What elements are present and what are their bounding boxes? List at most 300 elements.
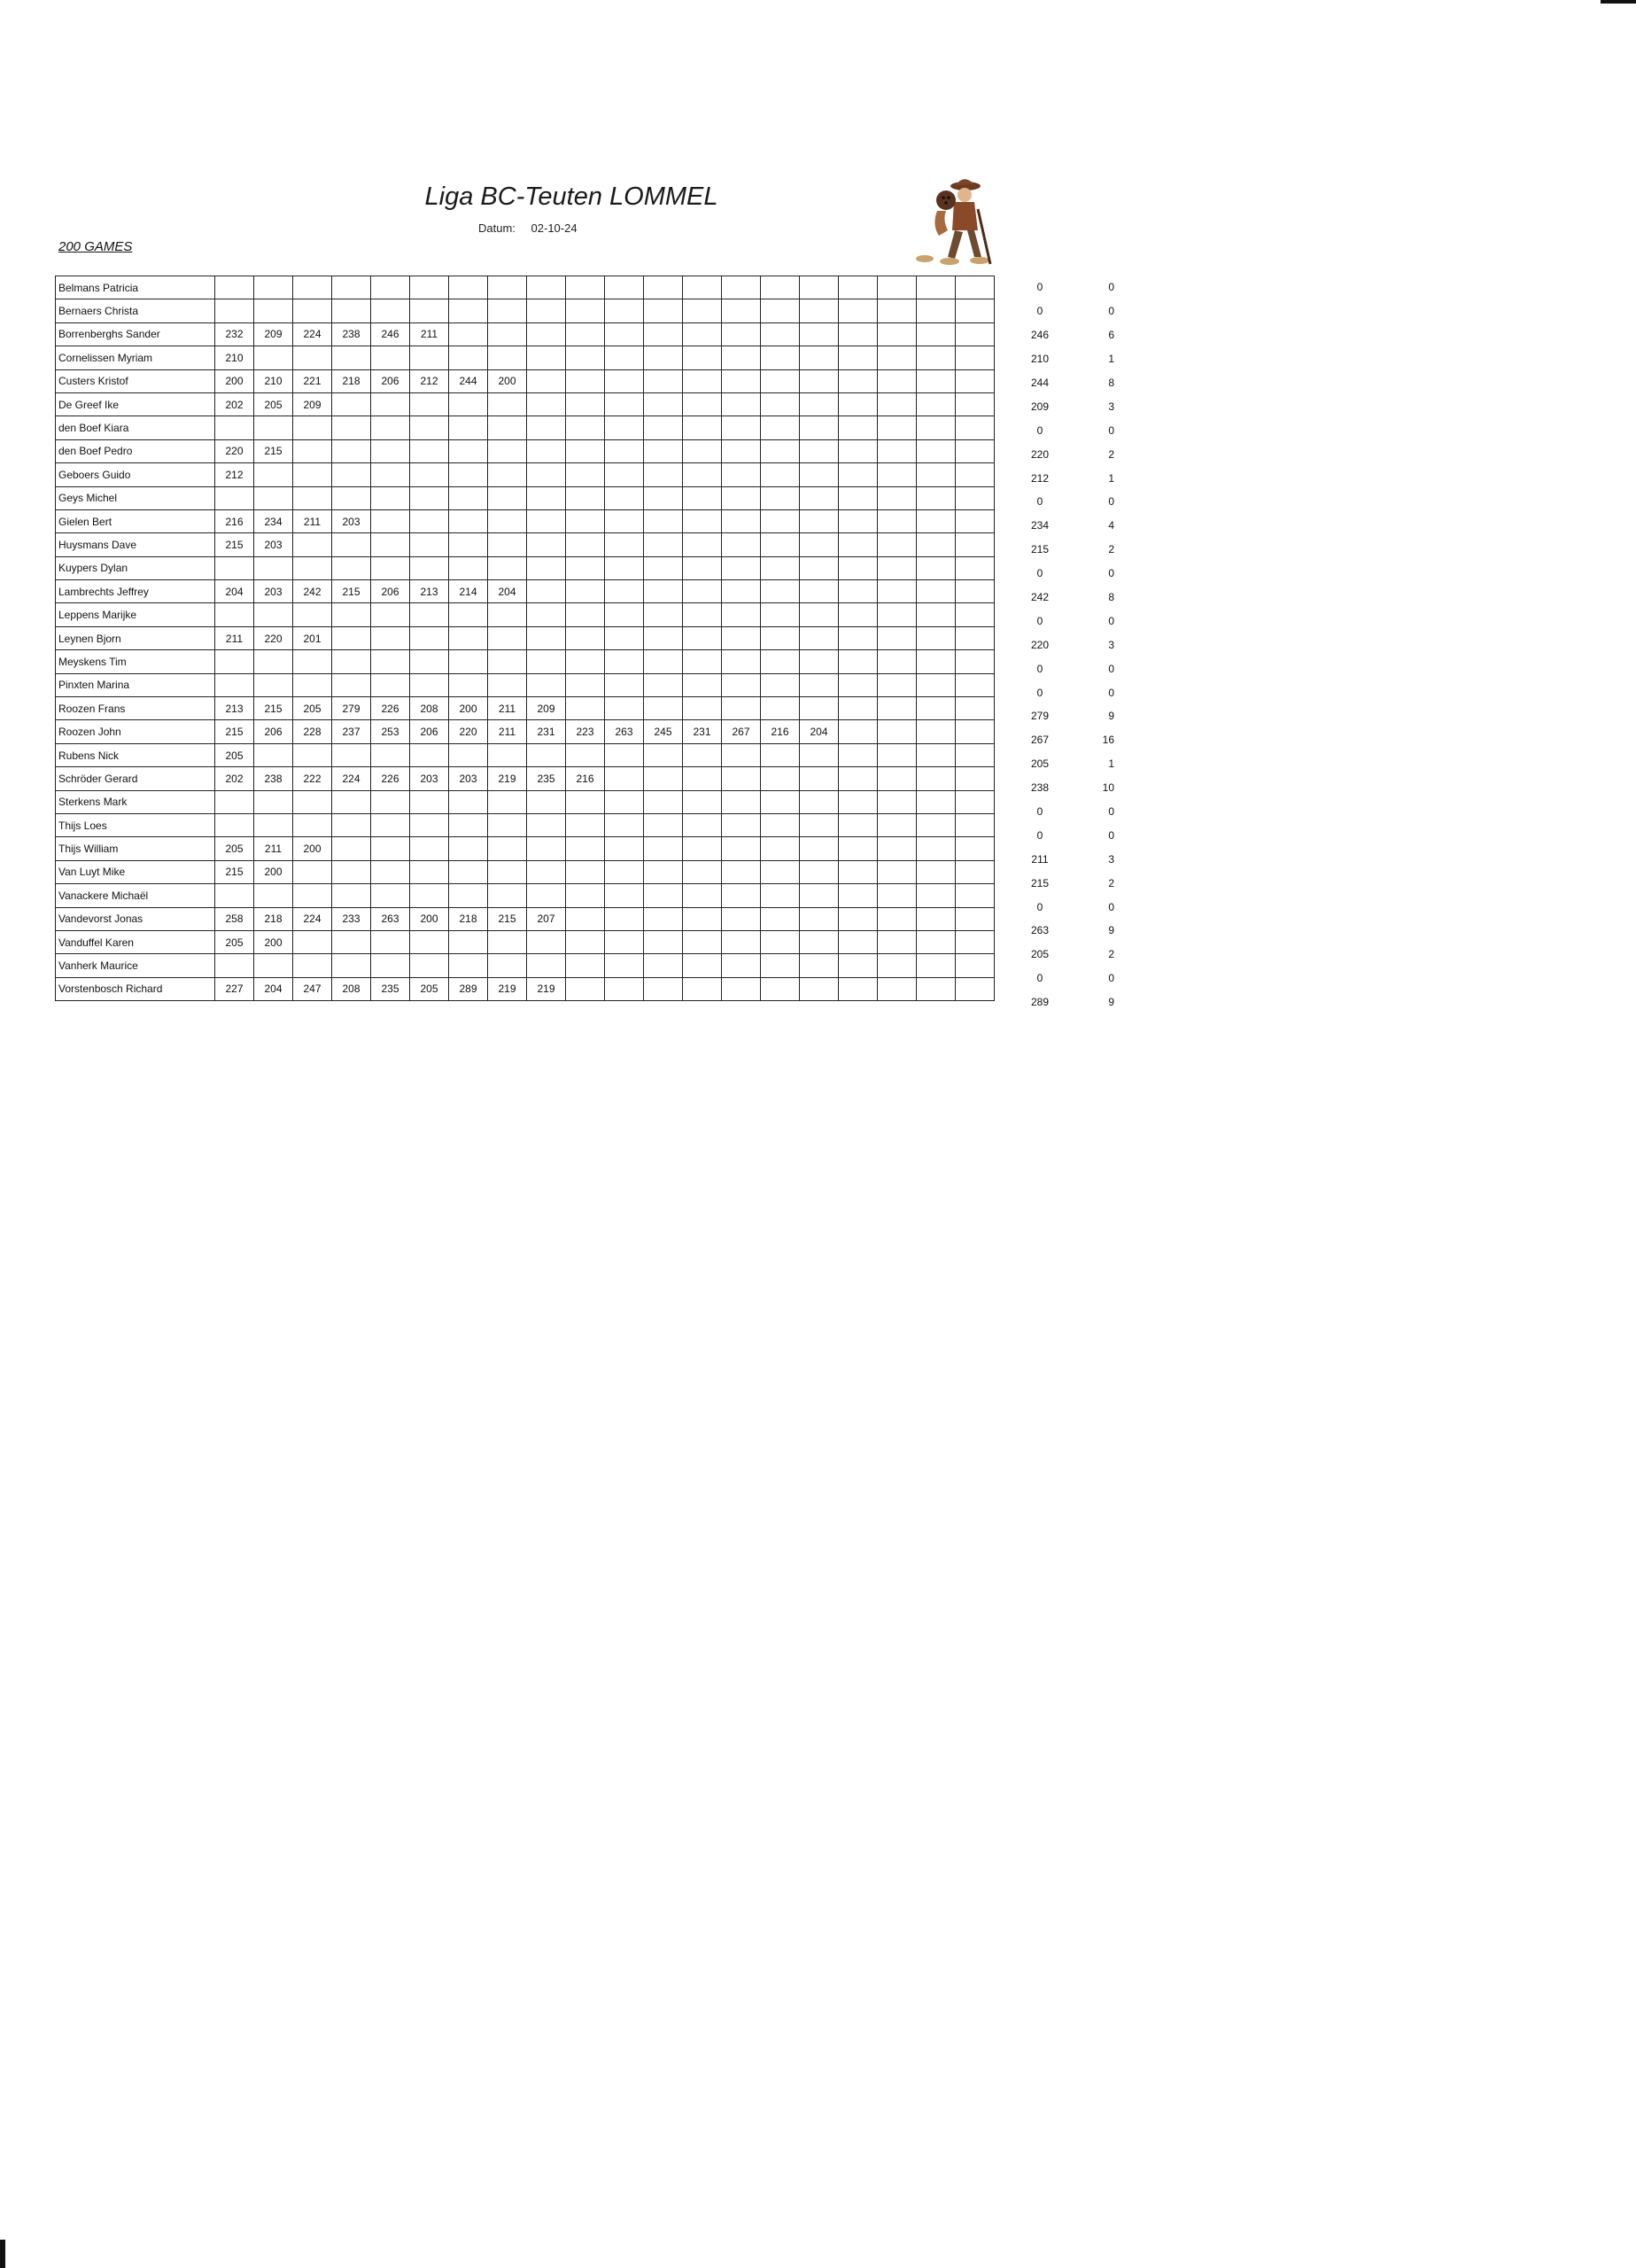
score-cell [605,977,644,1000]
table-row [56,299,995,322]
table-row [56,720,995,743]
score-cell: 267 [722,720,761,743]
summary-row [1019,323,1114,347]
score-cell [683,650,722,673]
score-cell [761,767,800,790]
score-cell [761,907,800,930]
score-cell [293,439,332,462]
summary-row [1019,418,1114,442]
score-cell [644,276,683,299]
score-cell [644,907,683,930]
score-cell [722,813,761,836]
score-cell [566,813,605,836]
score-cell [800,322,839,346]
score-cell [917,767,956,790]
score-cell [293,813,332,836]
score-cell [566,580,605,603]
score-cell [371,276,410,299]
score-cell [878,369,917,392]
score-cell [839,884,878,907]
summary-row [1019,347,1114,371]
score-cell [293,346,332,369]
best-score: 0 [1036,972,1043,985]
score-cell: 224 [332,767,371,790]
summary-row [1019,538,1114,562]
score-cell [683,322,722,346]
score-cell: 211 [215,626,254,649]
score-table [55,276,995,1001]
score-cell [527,509,566,532]
score-cell [917,533,956,556]
score-cell [683,463,722,486]
score-cell [800,580,839,603]
score-cell [761,743,800,766]
score-cell [800,743,839,766]
score-cell [917,346,956,369]
score-cell [605,416,644,439]
game-count: 0 [1108,900,1114,913]
score-cell: 215 [254,697,293,720]
score-cell: 203 [254,533,293,556]
score-cell: 279 [332,697,371,720]
best-score: 289 [1030,996,1050,1009]
score-cell [839,580,878,603]
score-cell [254,346,293,369]
game-count: 0 [1108,495,1114,509]
score-cell [527,463,566,486]
score-cell [254,813,293,836]
score-cell: 212 [410,369,449,392]
table-row [56,463,995,486]
score-cell [878,392,917,416]
score-cell [332,416,371,439]
score-cell [215,650,254,673]
score-cell [449,603,488,626]
score-cell [956,299,995,322]
score-cell: 246 [371,322,410,346]
best-score: 0 [1036,900,1043,913]
score-cell [722,299,761,322]
score-cell [371,884,410,907]
score-cell [449,533,488,556]
score-cell [839,556,878,579]
score-cell [800,486,839,509]
game-count: 0 [1108,686,1114,699]
best-score: 220 [1030,447,1050,461]
score-cell [527,650,566,673]
score-cell: 233 [332,907,371,930]
score-cell [878,556,917,579]
score-cell [722,322,761,346]
table-row [56,907,995,930]
summary-row [1019,609,1114,633]
score-cell [410,439,449,462]
score-cell [722,907,761,930]
date-label: Datum: [478,221,516,235]
summary-row [1019,752,1114,776]
scan-edge-mark [1601,0,1636,4]
score-cell [839,276,878,299]
score-cell [800,767,839,790]
score-cell: 203 [449,767,488,790]
score-cell [371,790,410,813]
score-cell [332,486,371,509]
score-cell: 204 [800,720,839,743]
score-cell [644,884,683,907]
score-cell [683,673,722,696]
score-cell [917,439,956,462]
score-cell [293,790,332,813]
score-cell [215,486,254,509]
score-cell [449,416,488,439]
score-cell [800,533,839,556]
score-cell [371,486,410,509]
game-count: 16 [1102,734,1114,747]
score-cell: 223 [566,720,605,743]
score-cell [722,977,761,1000]
score-cell [878,603,917,626]
table-row [56,743,995,766]
score-cell [839,907,878,930]
summary-row [1019,276,1114,299]
summary-row [1019,967,1114,990]
game-count: 0 [1108,828,1114,842]
score-cell [566,743,605,766]
table-row [56,509,995,532]
table-row [56,673,995,696]
score-cell [605,556,644,579]
score-cell: 237 [332,720,371,743]
score-cell [449,439,488,462]
score-cell [839,509,878,532]
score-cell [917,954,956,977]
score-cell [410,673,449,696]
score-cell [488,463,527,486]
score-cell [761,276,800,299]
score-cell [371,626,410,649]
score-cell [410,533,449,556]
game-count: 2 [1108,876,1114,889]
score-cell [566,322,605,346]
score-cell: 206 [371,580,410,603]
score-cell [293,930,332,953]
score-cell [254,486,293,509]
score-cell [644,954,683,977]
player-name: Lambrechts Jeffrey [56,580,215,603]
score-cell [527,439,566,462]
score-cell: 245 [644,720,683,743]
score-cell [839,790,878,813]
score-cell [488,439,527,462]
best-score: 0 [1036,614,1043,627]
score-cell [761,790,800,813]
score-cell [566,930,605,953]
score-cell [332,884,371,907]
score-cell: 215 [254,439,293,462]
score-cell [683,837,722,860]
score-cell [215,673,254,696]
score-cell [332,813,371,836]
score-cell [956,463,995,486]
score-cell [683,416,722,439]
score-cell [956,322,995,346]
score-cell [722,673,761,696]
score-cell [254,416,293,439]
score-cell [371,556,410,579]
score-cell [644,813,683,836]
score-cell [839,977,878,1000]
score-cell [410,743,449,766]
score-cell [215,416,254,439]
summary-row [1019,919,1114,943]
table-row [56,954,995,977]
score-cell: 204 [488,580,527,603]
score-cell [917,392,956,416]
score-cell: 215 [215,860,254,883]
table-row [56,533,995,556]
player-name: Thijs William [56,837,215,860]
summary-row [1019,704,1114,728]
score-cell: 221 [293,369,332,392]
score-cell [722,580,761,603]
score-cell [761,416,800,439]
score-cell [644,580,683,603]
best-score: 215 [1030,876,1050,889]
player-name: Vanduffel Karen [56,930,215,953]
summary-row [1019,776,1114,800]
score-cell [449,556,488,579]
score-cell [878,790,917,813]
summary-row [1019,394,1114,418]
score-cell [761,837,800,860]
score-cell: 206 [371,369,410,392]
score-cell [605,907,644,930]
score-cell [605,276,644,299]
score-cell [644,463,683,486]
score-cell [332,439,371,462]
score-cell [410,860,449,883]
player-name: Gielen Bert [56,509,215,532]
score-cell [917,977,956,1000]
score-cell [956,533,995,556]
table-row [56,439,995,462]
score-cell [683,790,722,813]
score-cell [839,930,878,953]
score-cell: 219 [527,977,566,1000]
score-cell [956,556,995,579]
score-cell [449,322,488,346]
score-cell [839,720,878,743]
table-row [56,322,995,346]
summary-row [1019,680,1114,704]
score-cell [800,954,839,977]
best-score: 205 [1030,757,1050,771]
score-cell: 219 [488,977,527,1000]
score-cell [332,743,371,766]
score-cell [917,837,956,860]
score-cell [605,603,644,626]
game-count: 2 [1108,948,1114,961]
score-cell [527,860,566,883]
score-cell [839,369,878,392]
bowler-mascot-icon [912,174,997,269]
score-cell [449,346,488,369]
score-cell: 206 [254,720,293,743]
score-cell: 214 [449,580,488,603]
player-name: den Boef Kiara [56,416,215,439]
score-cell [332,346,371,369]
score-cell [410,626,449,649]
score-cell [293,884,332,907]
score-cell: 218 [449,907,488,930]
score-cell [644,860,683,883]
table-row [56,603,995,626]
score-cell [956,930,995,953]
game-count: 8 [1108,591,1114,604]
score-cell [605,439,644,462]
best-score: 220 [1030,638,1050,651]
score-cell [254,603,293,626]
score-cell [761,954,800,977]
summary-row [1019,656,1114,680]
score-cell [761,486,800,509]
score-cell [488,486,527,509]
score-cell [644,697,683,720]
score-cell [293,276,332,299]
score-cell [956,392,995,416]
score-cell [293,299,332,322]
score-cell [839,954,878,977]
score-cell: 216 [761,720,800,743]
score-cell [644,299,683,322]
score-cell [839,860,878,883]
score-cell [605,930,644,953]
game-count: 0 [1108,805,1114,819]
score-cell [644,977,683,1000]
score-cell: 227 [215,977,254,1000]
score-cell [839,837,878,860]
score-cell: 220 [449,720,488,743]
best-score: 234 [1030,519,1050,532]
score-cell: 201 [293,626,332,649]
score-cell [722,837,761,860]
score-cell [917,743,956,766]
score-cell [332,626,371,649]
score-cell [878,977,917,1000]
score-cell: 202 [215,767,254,790]
score-cell [449,790,488,813]
summary-row [1019,800,1114,824]
date-value: 02-10-24 [531,221,578,235]
summary-row [1019,728,1114,752]
score-cell [956,697,995,720]
score-cell [644,837,683,860]
score-cell [449,743,488,766]
score-cell [254,556,293,579]
score-cell [761,977,800,1000]
score-cell [488,813,527,836]
score-cell [644,930,683,953]
score-cell [488,533,527,556]
player-name: Sterkens Mark [56,790,215,813]
score-cell [644,322,683,346]
score-cell [878,322,917,346]
score-cell [254,884,293,907]
score-cell [878,884,917,907]
score-cell: 204 [215,580,254,603]
score-cell [371,299,410,322]
table-row [56,930,995,953]
score-cell [410,509,449,532]
score-cell [566,299,605,322]
score-cell [956,673,995,696]
score-cell [488,884,527,907]
score-cell [800,837,839,860]
score-cell: 220 [254,626,293,649]
score-cell [332,930,371,953]
game-count: 0 [1108,614,1114,627]
table-row [56,346,995,369]
score-cell [839,416,878,439]
score-cell: 206 [410,720,449,743]
score-cell [683,767,722,790]
score-cell [215,276,254,299]
score-cell [839,533,878,556]
score-cell [449,299,488,322]
player-name: den Boef Pedro [56,439,215,462]
score-cell [878,509,917,532]
score-cell: 211 [488,720,527,743]
score-cell [605,860,644,883]
score-cell [410,346,449,369]
score-cell [527,533,566,556]
score-cell [917,416,956,439]
table-row [56,697,995,720]
score-cell: 231 [527,720,566,743]
score-cell: 213 [410,580,449,603]
best-score: 267 [1030,734,1050,747]
game-count: 10 [1102,781,1114,795]
score-cell: 211 [410,322,449,346]
score-cell: 219 [488,767,527,790]
player-name: Geys Michel [56,486,215,509]
player-name: Kuypers Dylan [56,556,215,579]
score-cell [527,276,566,299]
score-cell [956,954,995,977]
score-cell [566,860,605,883]
score-cell [761,650,800,673]
player-name: Pinxten Marina [56,673,215,696]
summary-row [1019,466,1114,490]
score-cell: 209 [293,392,332,416]
score-cell [683,580,722,603]
score-cell [683,930,722,953]
score-cell: 205 [410,977,449,1000]
score-cell [683,486,722,509]
game-count: 9 [1108,924,1114,937]
score-cell [488,837,527,860]
scan-edge-mark [0,2240,5,2268]
score-cell [878,813,917,836]
summary-row [1019,823,1114,847]
score-cell [527,392,566,416]
table-row [56,276,995,299]
score-cell [878,463,917,486]
score-cell [761,673,800,696]
score-cell [449,276,488,299]
table-row [56,860,995,883]
best-score: 246 [1030,329,1050,342]
